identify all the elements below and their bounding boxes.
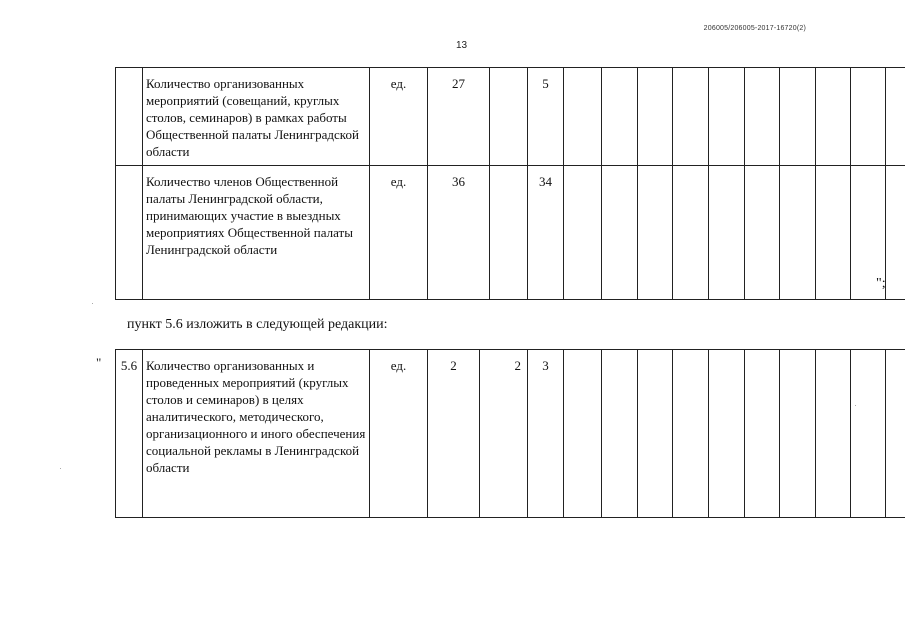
value-cell — [886, 166, 905, 300]
closing-quote: "; — [876, 276, 886, 291]
value-cell — [602, 166, 638, 300]
value-cell — [638, 350, 673, 518]
row-number-cell: 5.6 — [116, 350, 143, 518]
value-cell — [851, 68, 886, 166]
value-cell — [816, 166, 851, 300]
indicators-table-top — [115, 67, 905, 300]
value-cell — [564, 350, 602, 518]
value-cell — [780, 166, 816, 300]
value-cell — [673, 350, 709, 518]
amendment-instruction: пункт 5.6 изложить в следующей редакции: — [127, 317, 388, 332]
value-cell — [745, 68, 780, 166]
indicator-description: Количество членов Общественной палаты Ленинградской области, принимающих участие в выездных мероприятиях Общественной палаты Ленинградской области — [143, 166, 370, 300]
value-cell — [780, 68, 816, 166]
value-cell — [709, 166, 745, 300]
page-number: 13 — [456, 40, 468, 51]
value-cell — [780, 350, 816, 518]
unit-cell: ед. — [370, 68, 428, 166]
indicator-description: Количество организованных и проведенных мероприятий (круглых столов и семинаров) в целях аналитического, методического, организационного и иного обеспечения социальной рекламы в Ленинградской области — [143, 350, 370, 518]
value-cell: 2 — [428, 350, 480, 518]
table-row — [116, 350, 905, 518]
value-cell — [602, 350, 638, 518]
value-cell — [709, 350, 745, 518]
value-cell — [564, 166, 602, 300]
unit-cell: ед. — [370, 166, 428, 300]
indicators-table-bottom — [115, 349, 905, 518]
unit-cell: ед. — [370, 350, 428, 518]
value-cell — [673, 68, 709, 166]
value-cell: 5 — [528, 68, 564, 166]
row-number-cell — [116, 68, 143, 166]
value-cell — [490, 166, 528, 300]
value-cell — [638, 166, 673, 300]
scan-speck — [60, 468, 61, 469]
value-cell — [638, 68, 673, 166]
value-cell — [816, 68, 851, 166]
value-cell — [745, 166, 780, 300]
opening-quote: " — [96, 355, 102, 370]
value-cell — [851, 350, 886, 518]
value-cell — [745, 350, 780, 518]
document-id: 206005/206005-2017-16720(2) — [703, 25, 806, 32]
value-cell — [490, 68, 528, 166]
value-cell — [673, 166, 709, 300]
scan-speck — [92, 303, 93, 304]
value-cell: 27 — [428, 68, 490, 166]
value-cell — [816, 350, 851, 518]
scan-speck — [855, 405, 856, 406]
row-number-cell — [116, 166, 143, 300]
value-cell: 2 — [480, 350, 528, 518]
value-cell: 36 — [428, 166, 490, 300]
table-row — [116, 166, 905, 300]
value-cell — [564, 68, 602, 166]
value-cell — [886, 68, 905, 166]
indicator-description: Количество организованных мероприятий (совещаний, круглых столов, семинаров) в рамках работы Общественной палаты Ленинградской области — [143, 68, 370, 166]
value-cell: 34 — [528, 166, 564, 300]
value-cell — [886, 350, 905, 518]
value-cell: 3 — [528, 350, 564, 518]
table-row — [116, 68, 905, 166]
value-cell — [602, 68, 638, 166]
value-cell — [709, 68, 745, 166]
